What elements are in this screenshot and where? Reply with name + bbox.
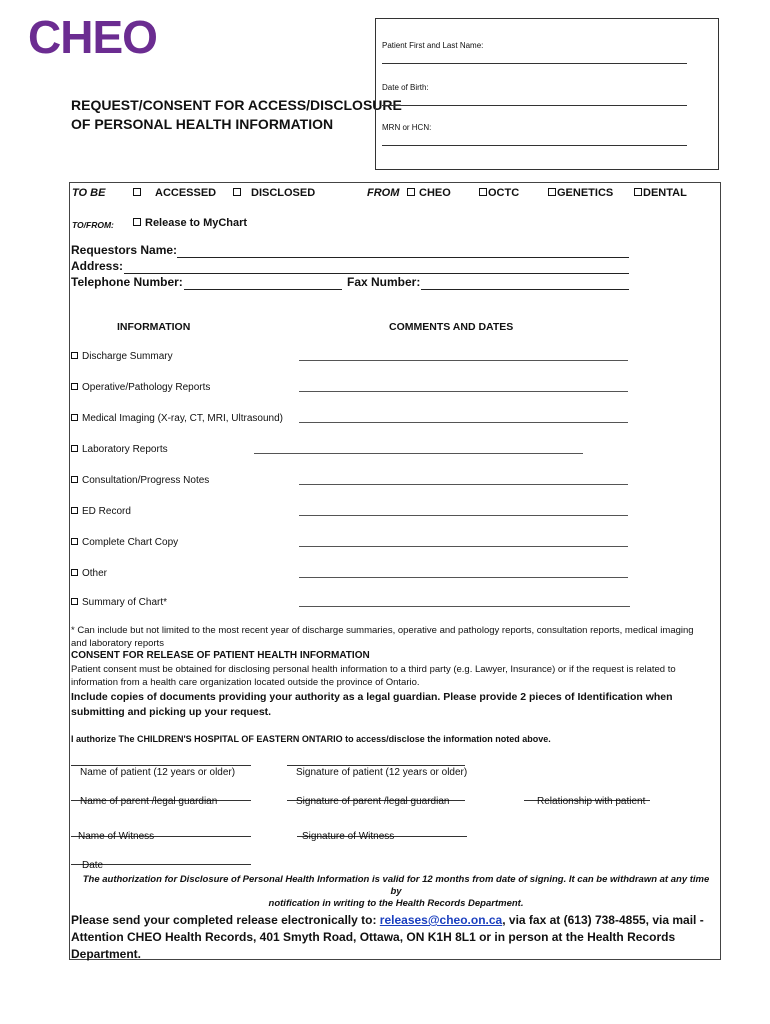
patient-signature-caption: Signature of patient (12 years or older): [296, 767, 468, 778]
patient-info-box: [375, 18, 719, 170]
to-from-label: TO/FROM:: [72, 220, 114, 230]
from-octc-option[interactable]: OCTC: [479, 187, 519, 199]
mrn-field[interactable]: [382, 145, 687, 146]
comment-line-consultation[interactable]: [299, 484, 628, 485]
comment-line-other[interactable]: [299, 577, 628, 578]
title-line-1: REQUEST/CONSENT FOR ACCESS/DISCLOSURE: [71, 97, 402, 113]
information-header: INFORMATION: [117, 321, 191, 333]
info-item-laboratory[interactable]: Laboratory Reports: [71, 444, 168, 455]
info-item-complete-chart[interactable]: Complete Chart Copy: [71, 537, 178, 548]
comment-line-discharge[interactable]: [299, 360, 628, 361]
fax-label: Fax Number:: [347, 275, 421, 289]
comment-line-operative[interactable]: [299, 391, 628, 392]
consent-heading: CONSENT FOR RELEASE OF PATIENT HEALTH INFORMATION: [71, 650, 370, 661]
title-line-2: OF PERSONAL HEALTH INFORMATION: [71, 116, 334, 132]
parent-name-caption: Name of parent /legal guardian: [80, 796, 218, 807]
parent-signature-caption: Signature of parent /legal guardian: [296, 796, 450, 807]
patient-name-line[interactable]: [71, 765, 251, 766]
fax-field[interactable]: [421, 289, 629, 290]
octc-checkbox[interactable]: [479, 188, 487, 196]
info-item-imaging[interactable]: Medical Imaging (X-ray, CT, MRI, Ultrasound): [71, 413, 283, 424]
checkbox-icon[interactable]: [71, 352, 78, 359]
accessed-option[interactable]: ACCESSED: [133, 187, 216, 199]
to-be-label: TO BE: [72, 187, 106, 199]
validity-note: The authorization for Disclosure of Personal Health Information is valid for 12 months from date of signing. It can be withdrawn at any time by notification in writing to the Health Records Department.: [82, 874, 710, 909]
mrn-label: MRN or HCN:: [382, 123, 432, 132]
address-field[interactable]: [124, 273, 629, 274]
accessed-checkbox[interactable]: [133, 188, 141, 196]
form-title: [71, 96, 402, 134]
guardian-note: Include copies of documents providing your authority as a legal guardian. Please provide 2 pieces of Identification when submitting and picking up your request.: [71, 691, 673, 718]
date-caption: Date: [82, 860, 104, 871]
witness-signature-caption: Signature of Witness: [302, 831, 395, 842]
patient-name-caption: Name of patient (12 years or older): [80, 767, 236, 778]
info-item-consultation[interactable]: Consultation/Progress Notes: [71, 475, 209, 486]
from-label: FROM: [367, 187, 400, 199]
from-dental-option[interactable]: DENTAL: [634, 187, 687, 199]
genetics-checkbox[interactable]: [548, 188, 556, 196]
dob-field[interactable]: [382, 105, 687, 106]
comment-line-ed-record[interactable]: [299, 515, 628, 516]
dental-checkbox[interactable]: [634, 188, 642, 196]
requestor-name-label: Requestors Name:: [71, 243, 178, 257]
info-item-summary[interactable]: Summary of Chart*: [71, 597, 167, 608]
checkbox-icon[interactable]: [71, 476, 78, 483]
info-item-other[interactable]: Other: [71, 568, 107, 579]
comment-line-imaging[interactable]: [299, 422, 628, 423]
relationship-caption: Relationship with patient: [537, 796, 646, 807]
checkbox-icon[interactable]: [71, 383, 78, 390]
patient-name-field[interactable]: [382, 63, 687, 64]
email-link[interactable]: releases@cheo.on.ca: [379, 913, 503, 927]
requestor-name-field[interactable]: [177, 257, 629, 258]
info-item-discharge[interactable]: Discharge Summary: [71, 351, 173, 362]
telephone-label: Telephone Number:: [71, 275, 183, 289]
from-genetics-option[interactable]: GENETICS: [548, 187, 613, 199]
dob-label: Date of Birth:: [382, 83, 429, 92]
authorize-text: I authorize The CHILDREN'S HOSPITAL OF EASTERN ONTARIO to access/disclose the information noted above.: [71, 734, 551, 744]
main-form-box: [69, 182, 721, 960]
disclosed-option[interactable]: DISCLOSED: [233, 187, 315, 199]
info-item-ed-record[interactable]: ED Record: [71, 506, 131, 517]
address-label: Address:: [71, 259, 124, 273]
telephone-field[interactable]: [184, 289, 342, 290]
cheo-checkbox[interactable]: [407, 188, 415, 196]
comments-header: COMMENTS AND DATES: [389, 321, 514, 333]
summary-footnote: * Can include but not limited to the most recent year of discharge summaries, operative and pathology reports, consultation reports, medical imaging and laboratory reports: [71, 625, 694, 649]
checkbox-icon[interactable]: [71, 598, 78, 605]
checkbox-icon[interactable]: [71, 538, 78, 545]
mychart-option[interactable]: Release to MyChart: [133, 217, 247, 229]
checkbox-icon[interactable]: [71, 569, 78, 576]
comment-line-complete-chart[interactable]: [299, 546, 628, 547]
disclosed-checkbox[interactable]: [233, 188, 241, 196]
send-instructions: Please send your completed release electronically to: releases@cheo.on.ca, via fax at (613) 738-4855, via mail - Attention CHEO Health Records, 401 Smyth Road, Ottawa, ON K1H 8L1 or in person at the Health Records Department.: [71, 913, 704, 961]
info-item-operative[interactable]: Operative/Pathology Reports: [71, 382, 210, 393]
cheo-logo: CHEO: [28, 11, 157, 63]
consent-text: Patient consent must be obtained for disclosing personal health information to a third party (e.g. Lawyer, Insurance) or if the request is related to information from a health care organization located outside the province of Ontario.: [71, 664, 676, 688]
checkbox-icon[interactable]: [71, 414, 78, 421]
comment-line-laboratory[interactable]: [254, 453, 583, 454]
comment-line-summary[interactable]: [299, 606, 630, 607]
checkbox-icon[interactable]: [71, 445, 78, 452]
mychart-checkbox[interactable]: [133, 218, 141, 226]
patient-signature-line[interactable]: [287, 765, 465, 766]
patient-name-label: Patient First and Last Name:: [382, 41, 484, 50]
witness-name-caption: Name of Witness: [78, 831, 155, 842]
checkbox-icon[interactable]: [71, 507, 78, 514]
from-cheo-option[interactable]: CHEO: [407, 187, 451, 199]
